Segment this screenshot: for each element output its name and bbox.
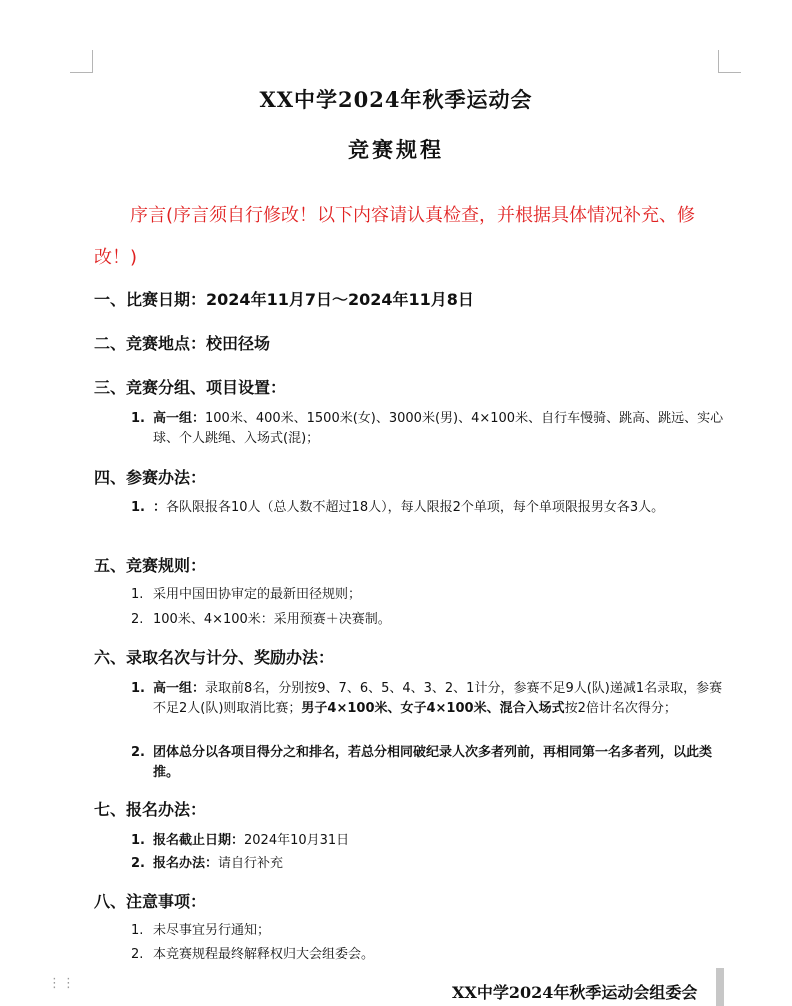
list-item	[131, 679, 731, 719]
list-number: 2.	[131, 612, 144, 627]
list-text: 未尽事宜另行通知；	[153, 923, 271, 938]
list-body	[153, 831, 731, 851]
section-heading: 四、参赛办法：	[94, 468, 207, 487]
document-title: XX中学2024年秋季运动会	[259, 87, 533, 112]
section-heading: 五、竞赛规则：	[94, 556, 207, 575]
list-tail: 按2倍计名次得分；	[564, 701, 677, 716]
list-body	[153, 854, 731, 874]
list-lead: ：	[153, 500, 167, 515]
list-number: 1.	[131, 681, 145, 696]
crop-mark-top-left	[70, 50, 93, 73]
list-item	[131, 409, 731, 449]
list-item	[131, 854, 731, 874]
list-text: 请自行补充	[218, 856, 284, 871]
list-text: 100米、4×100米：采用预赛＋决赛制。	[153, 612, 391, 627]
list-number: 2.	[131, 856, 145, 871]
list-lead: 高一组：	[153, 681, 206, 696]
section-heading: 八、注意事项：	[94, 892, 207, 911]
list-lead: 报名截止日期：	[153, 833, 245, 848]
section-date	[94, 287, 474, 310]
section-venue	[94, 331, 270, 354]
list-item	[131, 585, 731, 605]
list-number: 1.	[131, 411, 145, 426]
section-value: 校田径场	[206, 334, 271, 353]
section-value: 2024年11月7日～2024年11月8日	[206, 290, 474, 309]
document-subtitle: 竞赛规程	[348, 137, 444, 162]
list-item	[131, 945, 731, 965]
list-body	[153, 409, 731, 449]
list-number: 1.	[131, 833, 145, 848]
list-item	[131, 610, 731, 630]
list-text: 录取前8名，分别按9、7、6、5、4、3、2、1计分，参赛不足9人(队)递减1名录取，参赛不足2人(队)则取消比赛；	[153, 681, 723, 716]
list-body	[153, 679, 731, 719]
list-number: 1.	[131, 923, 144, 938]
section-number: 二、	[94, 334, 127, 353]
section-heading: 六、录取名次与计分、奖励办法：	[94, 648, 335, 667]
list-text: 2024年10月31日	[244, 833, 350, 848]
section-number: 一、	[94, 290, 127, 309]
list-text: 采用中国田协审定的最新田径规则；	[153, 587, 362, 602]
list-number: 1.	[131, 500, 145, 515]
list-item	[131, 831, 731, 851]
crop-mark-top-right	[718, 50, 741, 73]
signature-line: XX中学2024年秋季运动会组委会	[452, 983, 698, 1002]
list-lead: 报名办法：	[153, 856, 219, 871]
list-item	[131, 921, 731, 941]
list-text: 各队限报各10人（总人数不超过18人），每人限报2个单项，每个单项限报男女各3人。	[166, 500, 665, 515]
list-body	[153, 498, 731, 518]
list-text: 本竞赛规程最终解释权归大会组委会。	[153, 947, 375, 962]
section-label: 比赛日期：	[126, 290, 207, 309]
preface-paragraph: 序言(序言须自行修改！以下内容请认真检查，并根据具体情况补充、修改！)	[94, 205, 696, 268]
drag-handle-icon[interactable]: ⋮⋮	[48, 976, 76, 991]
list-number: 2.	[131, 947, 144, 962]
section-heading: 三、竞赛分组、项目设置：	[94, 378, 287, 397]
section-heading: 七、报名办法：	[94, 800, 207, 819]
list-item	[131, 498, 731, 518]
list-number: 2.	[131, 745, 145, 760]
section-label: 竞赛地点：	[126, 334, 207, 353]
list-number: 1.	[131, 587, 144, 602]
list-text: 100米、400米、1500米(女)、3000米(男)、4×100米、自行车慢骑、跳高、跳远、实心球、个人跳绳、入场式(混)；	[153, 411, 724, 446]
scrollbar-thumb[interactable]	[716, 968, 724, 1006]
list-bold-text: 男子4×100米、女子4×100米、混合入场式	[301, 701, 565, 716]
list-text: 团体总分以各项目得分之和排名，若总分相同破纪录人次多者列前，再相同第一名多者列，以此类推。	[153, 745, 713, 780]
list-item	[131, 743, 731, 783]
list-lead: 高一组：	[153, 411, 206, 426]
